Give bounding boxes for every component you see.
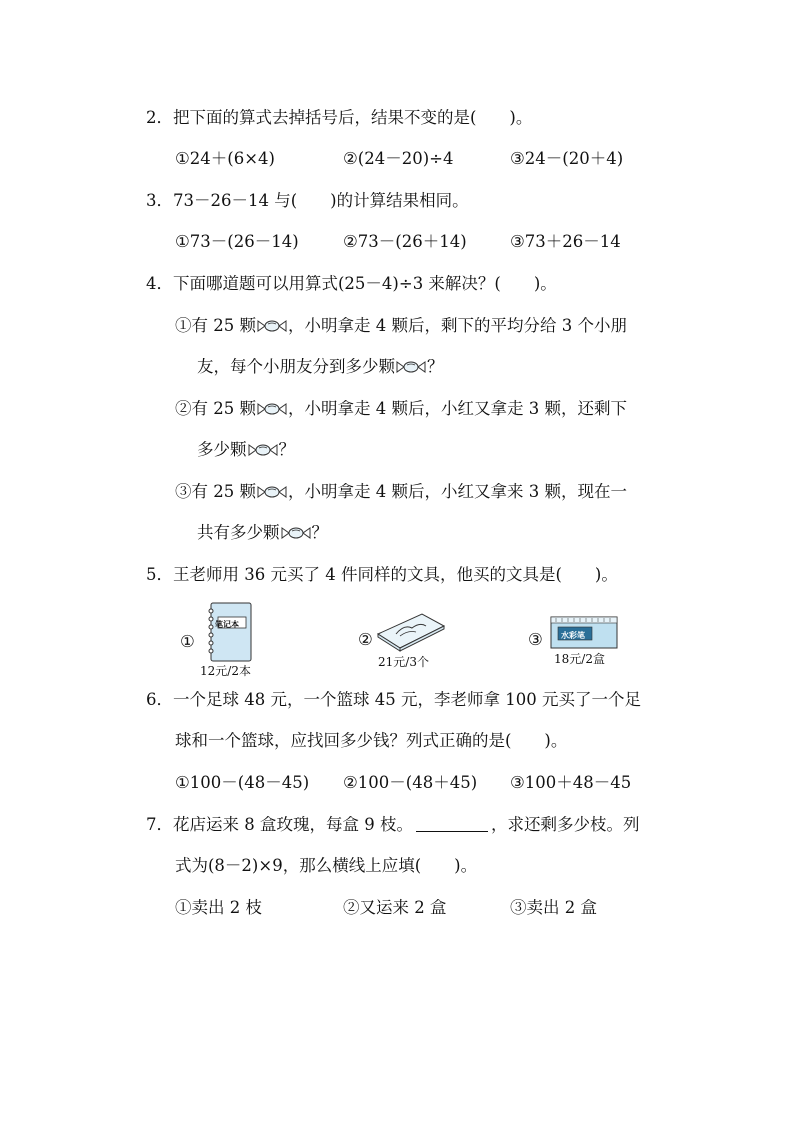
q7-option-3: ③卖出 2 盒 xyxy=(510,898,597,917)
q2-text: 2．把下面的算式去掉括号后，结果不变的是( )。 xyxy=(146,108,533,127)
candy-icon xyxy=(248,443,278,457)
q4-o3-part-d: ？ xyxy=(311,523,328,542)
pencil-box-image xyxy=(376,612,446,652)
q6-line-1: 6．一个足球 48 元，一个篮球 45 元，李老师拿 100 元买了一个足 xyxy=(146,690,641,709)
q5-item-3-price: 18元/2盒 xyxy=(554,652,605,666)
q4-option-1-line1 xyxy=(175,318,627,335)
q5-item-1-price: 12元/2本 xyxy=(200,664,251,678)
q4-o2-part-c: 多少颗 xyxy=(197,440,247,459)
q2-option-3: ③24－(20＋4) xyxy=(510,149,624,168)
candy-icon xyxy=(257,485,287,499)
q5-item-3-marker: ③ xyxy=(528,630,543,649)
q4-option-3-line2 xyxy=(197,525,328,542)
q6-option-3: ③100＋48－45 xyxy=(510,773,632,792)
q7-line-2: 式为(8－2)×9，那么横线上应填( )。 xyxy=(175,856,478,875)
q4-option-3-line1 xyxy=(175,484,627,501)
answer-blank[interactable] xyxy=(416,817,488,832)
q4-o1-part-c: 友，每个小朋友分到多少颗 xyxy=(197,357,395,376)
q2-option-2: ②(24－20)÷4 xyxy=(343,149,454,168)
q4-o2-part-d: ？ xyxy=(278,440,295,459)
q6-option-1: ①100－(48－45) xyxy=(175,773,310,792)
q4-option-2-line2 xyxy=(197,442,295,459)
q5-item-1-marker: ① xyxy=(180,632,195,651)
candy-icon xyxy=(396,360,426,374)
q4-o3-part-b: ，小明拿走 4 颗后，小红又拿来 3 颗，现在一 xyxy=(288,482,627,501)
q6-line-2: 球和一个篮球，应找回多少钱？列式正确的是( )。 xyxy=(175,731,568,750)
q3-option-3: ③73＋26－14 xyxy=(510,232,621,251)
notebook-image xyxy=(206,602,252,662)
q5-item-2-marker: ② xyxy=(358,630,373,649)
q4-o2-part-b: ，小明拿走 4 颗后，小红又拿走 3 颗，还剩下 xyxy=(288,399,627,418)
candy-icon xyxy=(257,319,287,333)
q4-o3-part-a: ③有 25 颗 xyxy=(175,482,256,501)
q7-option-2: ②又运来 2 盒 xyxy=(343,898,447,917)
q4-o2-part-a: ②有 25 颗 xyxy=(175,399,256,418)
q4-o3-part-c: 共有多少颗 xyxy=(197,523,280,542)
candy-icon xyxy=(281,526,311,540)
q5-item-2-price: 21元/3个 xyxy=(378,655,429,669)
q7-line-1-part-a: 7．花店运来 8 盒玫瑰，每盒 9 枝。 xyxy=(146,815,413,834)
q3-text: 3．73－26－14 与( )的计算结果相同。 xyxy=(146,191,469,210)
q3-option-2: ②73－(26＋14) xyxy=(343,232,467,251)
watercolor-label: 水彩笔 xyxy=(561,630,585,640)
q4-o1-part-a: ①有 25 颗 xyxy=(175,316,256,335)
q4-o1-part-d: ？ xyxy=(427,357,444,376)
q5-text: 5．王老师用 36 元买了 4 件同样的文具，他买的文具是( )。 xyxy=(146,565,618,584)
q4-o1-part-b: ，小明拿走 4 颗后，剩下的平均分给 3 个小朋 xyxy=(288,316,627,335)
q7-line-1-part-b: ，求还剩多少枝。列 xyxy=(490,815,640,834)
q7-line-1 xyxy=(146,817,639,834)
q4-option-2-line1 xyxy=(175,401,627,418)
q6-option-2: ②100－(48＋45) xyxy=(343,773,478,792)
q4-option-1-line2 xyxy=(197,359,444,376)
q7-option-1: ①卖出 2 枝 xyxy=(175,898,262,917)
candy-icon xyxy=(257,402,287,416)
q3-option-1: ①73－(26－14) xyxy=(175,232,299,251)
q4-text: 4．下面哪道题可以用算式(25－4)÷3 来解决？( )。 xyxy=(146,274,557,293)
q2-option-1: ①24＋(6×4) xyxy=(175,149,275,168)
notebook-label: 笔记本 xyxy=(215,619,239,629)
